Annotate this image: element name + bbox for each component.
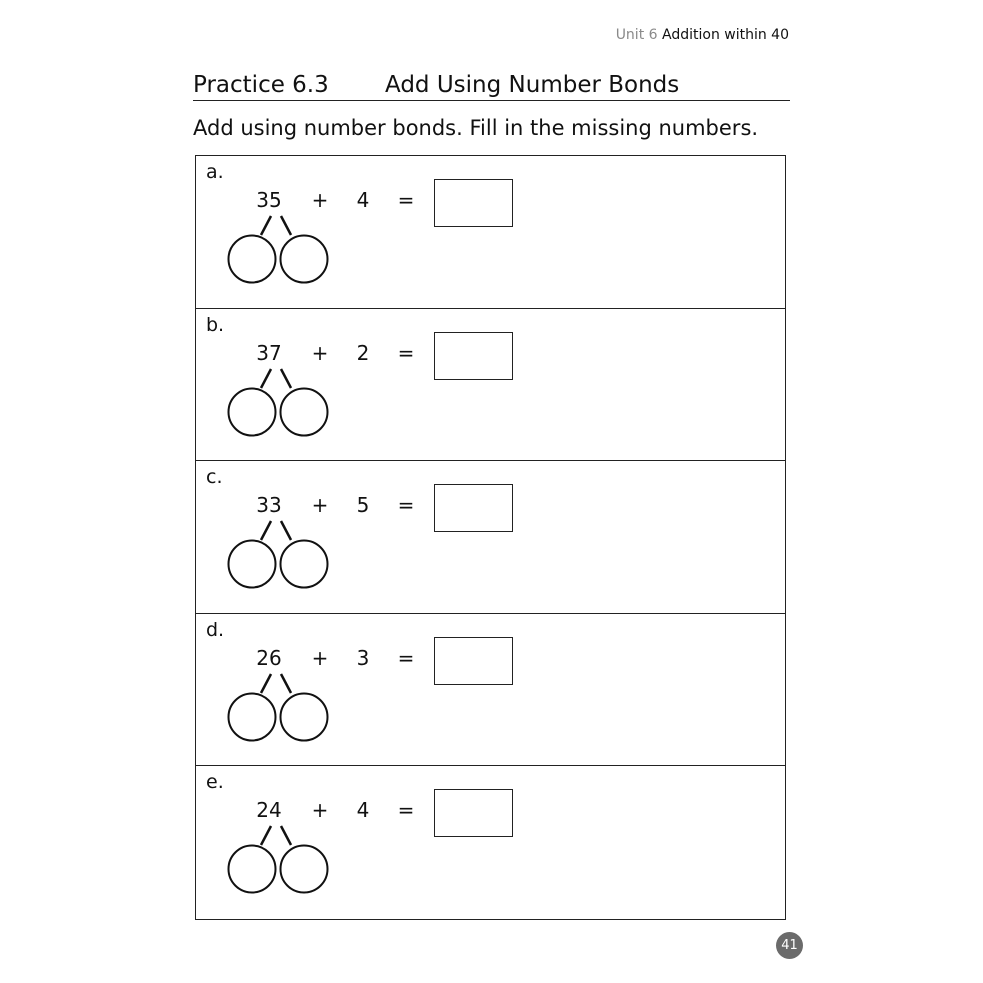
answer-box[interactable]: [434, 179, 513, 227]
bond-line-left: [261, 369, 271, 388]
equals-sign: =: [397, 340, 415, 365]
plus-sign: +: [311, 645, 329, 670]
page-number-badge: 41: [776, 932, 803, 959]
problem-e: [196, 766, 785, 919]
equals-sign: =: [397, 188, 415, 212]
bond-circle-left[interactable]: [229, 846, 276, 893]
problem-b: [196, 309, 785, 462]
bond-line-left: [261, 216, 271, 235]
bond-line-right: [281, 826, 291, 845]
bond-line-right: [281, 521, 291, 540]
practice-title: Add Using Number Bonds: [385, 72, 680, 98]
practice-label: Practice 6.3: [193, 72, 329, 98]
number-bond-diagram: [226, 519, 331, 589]
second-addend: 4: [356, 188, 370, 212]
second-addend: 4: [356, 798, 370, 822]
first-addend: 26: [256, 645, 282, 670]
problem-letter: b.: [206, 313, 225, 336]
second-addend: 2: [356, 340, 370, 365]
number-bond-diagram: [226, 367, 331, 437]
first-addend: 24: [256, 798, 282, 822]
bond-circle-left[interactable]: [229, 388, 276, 435]
problem-table: [195, 155, 786, 920]
problem-letter: c.: [206, 466, 223, 488]
number-bond-diagram: [226, 824, 331, 894]
first-addend: 35: [256, 188, 282, 212]
bond-circle-right[interactable]: [281, 693, 328, 740]
bond-line-right: [281, 674, 291, 693]
equals-sign: =: [397, 645, 415, 670]
bond-line-right: [281, 369, 291, 388]
plus-sign: +: [311, 798, 329, 822]
bond-line-left: [261, 826, 271, 845]
problem-letter: e.: [206, 771, 224, 793]
problem-letter: d.: [206, 618, 225, 641]
bond-line-left: [261, 674, 271, 693]
second-addend: 3: [356, 645, 370, 670]
bond-circle-right[interactable]: [281, 846, 328, 893]
problem-a: [196, 156, 785, 309]
answer-box[interactable]: [434, 789, 513, 837]
unit-title: Addition within 40: [662, 27, 789, 43]
plus-sign: +: [311, 188, 329, 212]
answer-box[interactable]: [434, 332, 513, 380]
number-bond-diagram: [226, 672, 331, 742]
first-addend: 33: [256, 493, 282, 517]
problem-d: [196, 614, 785, 767]
plus-sign: +: [311, 493, 329, 517]
bond-circle-left[interactable]: [229, 236, 276, 283]
answer-box[interactable]: [434, 484, 513, 532]
bond-circle-left[interactable]: [229, 541, 276, 588]
bond-circle-right[interactable]: [281, 388, 328, 435]
equals-sign: =: [397, 798, 415, 822]
plus-sign: +: [311, 340, 329, 365]
instructions: Add using number bonds. Fill in the missing numbers.: [193, 116, 759, 140]
bond-line-right: [281, 216, 291, 235]
second-addend: 5: [356, 493, 370, 517]
unit-label: Unit 6: [615, 27, 658, 43]
practice-heading: [193, 72, 790, 101]
number-bond-diagram: [226, 214, 331, 284]
first-addend: 37: [256, 340, 282, 365]
bond-line-left: [261, 521, 271, 540]
running-head: [616, 27, 789, 43]
problem-c: [196, 461, 785, 614]
answer-box[interactable]: [434, 637, 513, 685]
equals-sign: =: [397, 493, 415, 517]
bond-circle-right[interactable]: [281, 236, 328, 283]
bond-circle-right[interactable]: [281, 541, 328, 588]
problem-letter: a.: [206, 161, 224, 183]
bond-circle-left[interactable]: [229, 693, 276, 740]
